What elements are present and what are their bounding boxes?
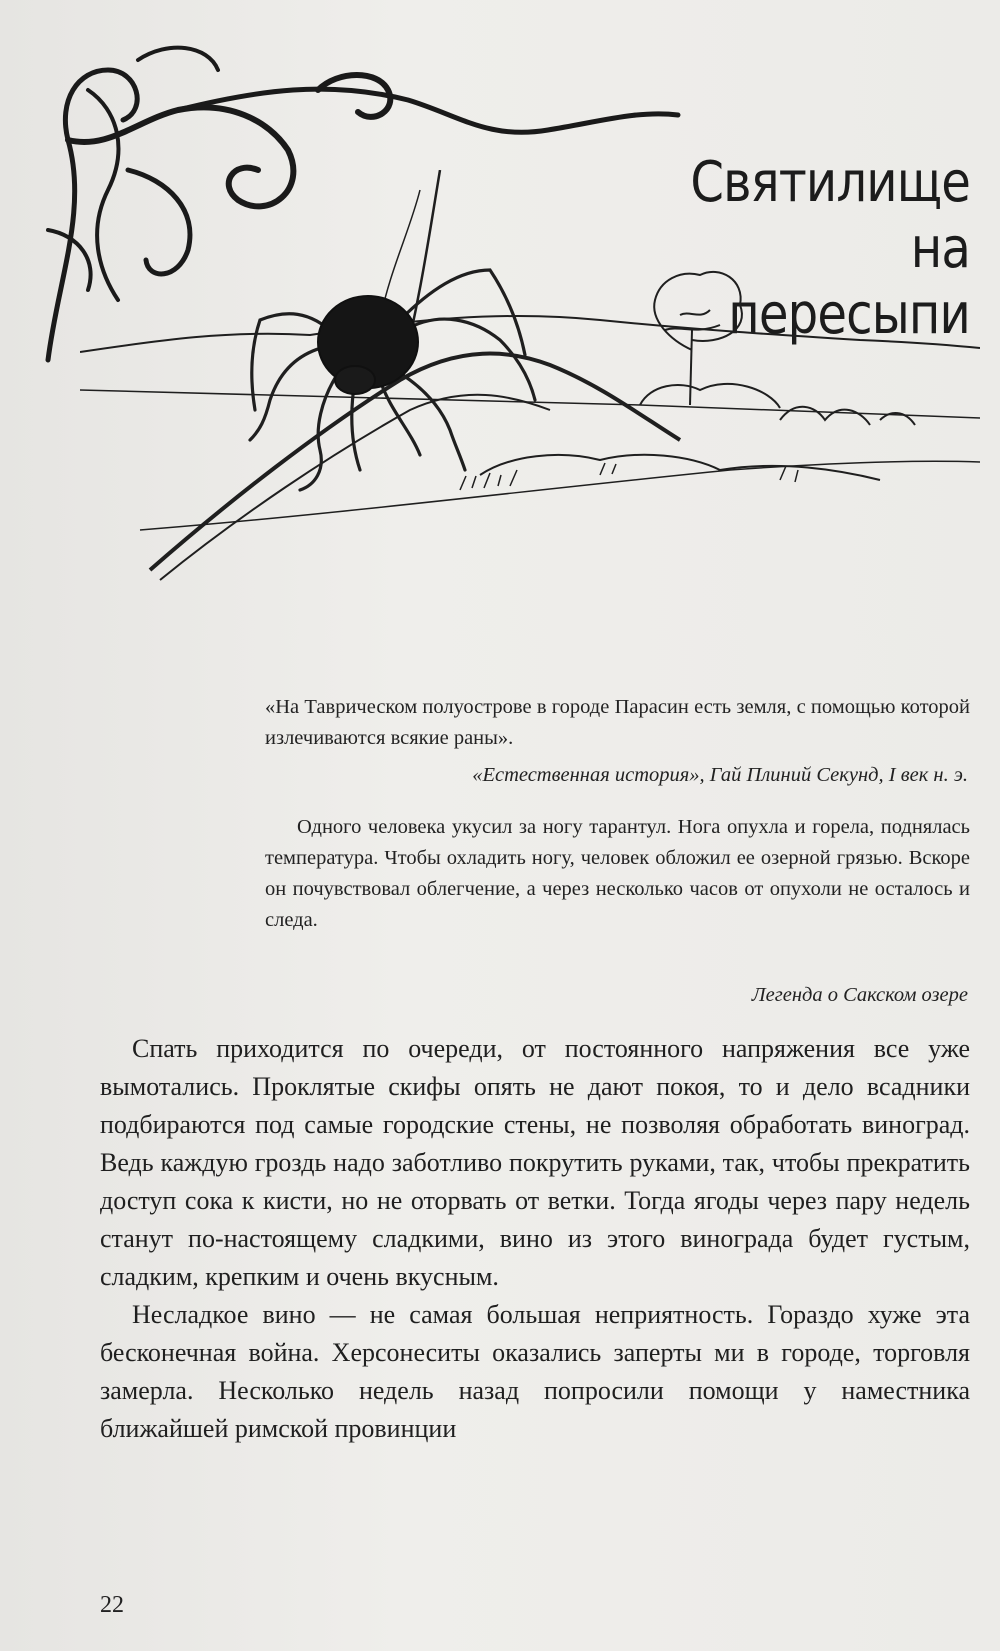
spider-landscape-illustration bbox=[80, 170, 980, 600]
branch-lower-edge bbox=[160, 395, 550, 580]
main-text bbox=[100, 1030, 970, 1448]
rocks bbox=[480, 455, 880, 480]
epigraph-quote: «На Таврическом полуострове в городе Парасин есть земля, с помощью которой излечиваются всякие раны». bbox=[265, 696, 970, 749]
spider-head bbox=[335, 366, 375, 394]
legend-text: Одного человека укусил за ногу тарантул. Нога опухла и горела, поднялась температура. Чтобы охладить ногу, человек обложил ее озерной грязью. Вскоре он почувствовал облегчение, а через несколько часов от опухоли не осталось и следа. bbox=[265, 816, 970, 931]
bushes bbox=[780, 407, 915, 425]
paragraph: Спать приходится по очереди, от постоянного напряжения все уже вымотались. Проклятые скифы опять не дают покоя, то и дело всадники подбираются под самые городские стены, не позволяя обработать виноград. Ведь каждую гроздь надо заботливо покрутить руками, так, чтобы прекратить доступ сока к кисти, но не оторвать от ветки. Тогда ягоды через пару недель станут по-настоящему сладкими, вино из этого винограда будет густым, сладким, крепким и очень вкусным. bbox=[100, 1034, 970, 1291]
chapter-title-line-2: на пересыпи bbox=[728, 216, 970, 347]
chapter-title-line-1: Святилище bbox=[690, 150, 970, 215]
legend-source: Легенда о Сакском озере bbox=[751, 984, 968, 1006]
branch bbox=[150, 354, 680, 570]
ground-line bbox=[140, 461, 980, 530]
page-number: 22 bbox=[100, 1592, 124, 1618]
hills-line bbox=[80, 316, 980, 352]
epigraph-source: «Естественная история», Гай Плиний Секунд, I век н. э. bbox=[472, 764, 968, 786]
paragraph: Несладкое вино — не самая большая неприятность. Гораздо хуже эта бесконечная война. Херсонеситы оказались заперты ми в городе, торговля замерла. Несколько недель назад попросили помощи у наместника ближайшей римской провинции bbox=[100, 1300, 970, 1443]
tree bbox=[640, 272, 780, 408]
